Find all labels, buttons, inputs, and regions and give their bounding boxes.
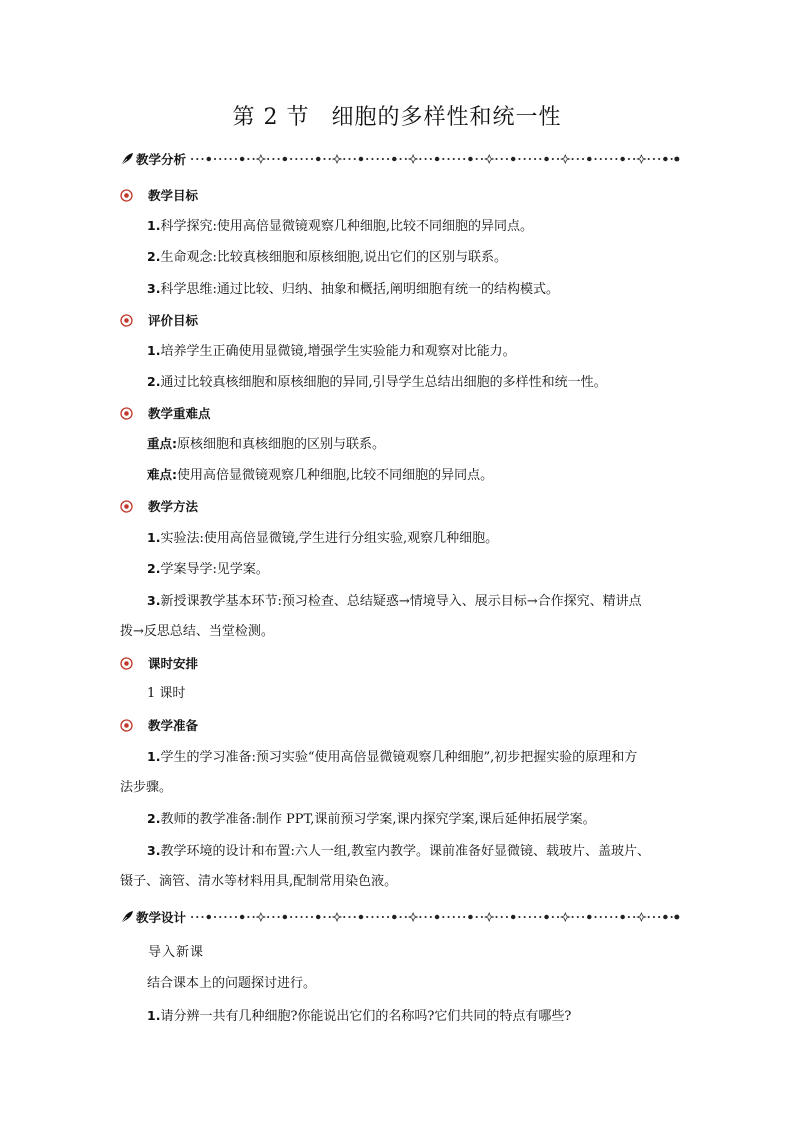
banner-label: 教学设计 (136, 910, 187, 925)
dotted-divider (190, 154, 680, 164)
keypoint-difficulty: 难点:使用高倍显微镜观察几种细胞,比较不同细胞的异同点。 (147, 467, 494, 483)
banner-label: 教学分析 (136, 152, 187, 167)
method-item-continued: 拨→反思总结、当堂检测。 (120, 624, 274, 639)
subheading-intro: 导入新课 (148, 945, 205, 960)
target-bullet-icon (120, 189, 133, 202)
section-name: 细胞的多样性和统一性 (331, 105, 562, 130)
preparation-item: 3.教学环境的设计和布置:六人一组,教室内教学。课前准备好显微镜、载玻片、盖玻片、 (147, 843, 650, 859)
method-item: 3.新授课教学基本环节:预习检查、总结疑惑→情境导入、展示目标→合作探究、精讲点 (147, 593, 642, 609)
method-item: 1.实验法:使用高倍显微镜,学生进行分组实验,观察几种细胞。 (147, 530, 499, 546)
question-item: 1.请分辨一共有几种细胞?你能说出它们的名称吗?它们共同的特点有哪些? (147, 1008, 572, 1024)
method-item: 2.学案导学:见学案。 (147, 561, 269, 577)
objective-item: 2.生命观念:比较真核细胞和原核细胞,说出它们的区别与联系。 (147, 249, 507, 265)
evaluation-item: 2.通过比较真核细胞和原核细胞的异同,引导学生总结出细胞的多样性和统一性。 (147, 374, 607, 390)
heading-methods: 教学方法 (120, 496, 198, 516)
target-bullet-icon (120, 719, 133, 732)
preparation-item-continued: 法步骤。 (120, 780, 173, 795)
heading-keypoints: 教学重难点 (120, 403, 211, 423)
heading-preparation: 教学准备 (120, 715, 198, 735)
banner-design (120, 906, 680, 928)
evaluation-item: 1.培养学生正确使用显微镜,增强学生实验能力和观察对比能力。 (147, 343, 516, 359)
preparation-item: 2.教师的教学准备:制作 PPT,课前预习学案,课内探究学案,课后延伸拓展学案。 (147, 811, 596, 827)
target-bullet-icon (120, 500, 133, 513)
section-number: 第 2 节 (232, 105, 310, 130)
heading-objectives: 教学目标 (120, 185, 198, 205)
quill-icon (120, 910, 134, 924)
preparation-item-continued: 镊子、滴管、清水等材料用具,配制常用染色液。 (120, 874, 398, 889)
target-bullet-icon (120, 657, 133, 670)
preparation-item: 1.学生的学习准备:预习实验“使用高倍显微镜观察几种细胞”,初步把握实验的原理和方 (147, 749, 638, 765)
keypoint-key: 重点:原核细胞和真核细胞的区别与联系。 (147, 436, 386, 452)
target-bullet-icon (120, 407, 133, 420)
page-title (0, 100, 794, 131)
heading-schedule: 课时安排 (120, 653, 198, 673)
objective-item: 3.科学思维:通过比较、归纳、抽象和概括,阐明细胞有统一的结构模式。 (147, 281, 559, 297)
dotted-divider (190, 912, 680, 922)
quill-icon (120, 152, 134, 166)
schedule-text: 1 课时 (147, 686, 186, 701)
heading-evaluation: 评价目标 (120, 310, 198, 330)
intro-text: 结合课本上的问题探讨进行。 (147, 976, 317, 991)
banner-analysis (120, 148, 680, 170)
objective-item: 1.科学探究:使用高倍显微镜观察几种细胞,比较不同细胞的异同点。 (147, 218, 533, 234)
target-bullet-icon (120, 314, 133, 327)
